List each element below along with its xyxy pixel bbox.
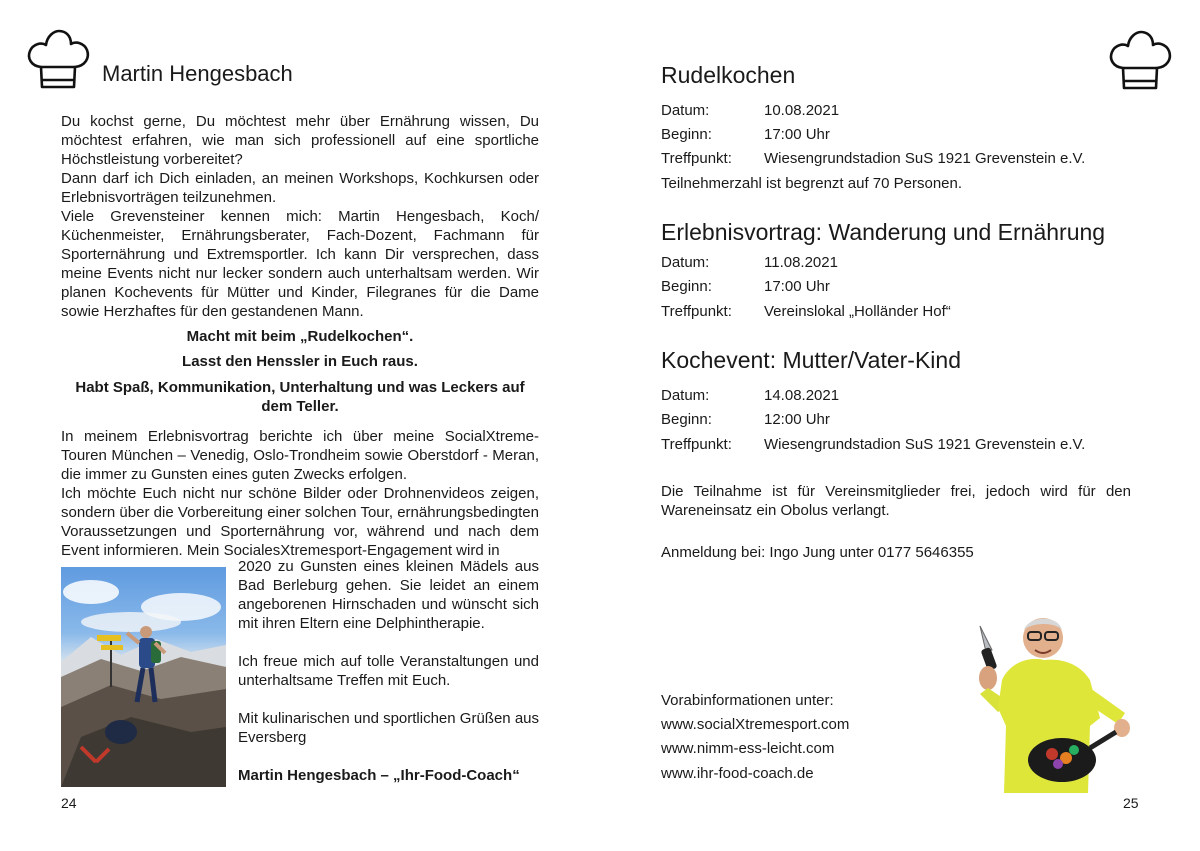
- greeting-paragraph: Mit kulinarischen und sportlichen Grüßen aus Eversberg: [238, 710, 539, 746]
- chef-hat-icon: [1107, 28, 1173, 92]
- event-row-label: Datum:: [661, 254, 710, 271]
- tour-paragraph: In meinem Erlebnisvortrag berichte ich über meine SocialXtreme-Touren München – Venedig, Oslo-Trondheim sowie Oberstdorf - Meran, die immer zu Gunsten eines guten Zwecks erfolgen.: [61, 428, 539, 483]
- page-number-left: 24: [61, 795, 77, 811]
- event-row-meeting-point: [661, 435, 1085, 454]
- event-row-value: 12:00 Uhr: [764, 411, 830, 428]
- event-row-label: Beginn:: [661, 411, 712, 428]
- event-row-label: Beginn:: [661, 126, 712, 143]
- event-row-value: 17:00 Uhr: [764, 126, 830, 143]
- event-row-label: Datum:: [661, 102, 710, 119]
- event-row-meeting-point: [661, 302, 951, 321]
- event-title-erlebnisvortrag: Erlebnisvortrag: Wanderung und Ernährung: [661, 219, 1106, 245]
- event-row-label: Beginn:: [661, 278, 712, 295]
- slogan-rudelkochen: Macht mit beim „Rudelkochen“.: [186, 328, 414, 345]
- event-title-kochevent: Kochevent: Mutter/Vater-Kind: [661, 347, 961, 373]
- slogan-henssler: Lasst den Henssler in Euch raus.: [182, 353, 418, 370]
- registration-note: Anmeldung bei: Ingo Jung unter 0177 5646355: [661, 544, 974, 561]
- event-row-label: Treffpunkt:: [661, 303, 732, 320]
- page-number-right: 25: [1123, 795, 1139, 811]
- event-row-label: Treffpunkt:: [661, 150, 732, 167]
- event-row-meeting-point: [661, 149, 1085, 168]
- participation-note: Die Teilnahme ist für Vereinsmitglieder frei, jedoch wird für den Wareneinsatz ein Obolus verlangt.: [661, 483, 1131, 519]
- link-ihr-food-coach[interactable]: www.ihr-food-coach.de: [661, 765, 814, 782]
- slogan-spass: Habt Spaß, Kommunikation, Unterhaltung und was Leckers auf dem Teller.: [75, 379, 525, 415]
- chef-hat-icon: [25, 27, 91, 91]
- author-title: Martin Hengesbach: [102, 61, 293, 86]
- event-row-value: 10.08.2021: [764, 102, 840, 119]
- event-row-value: 11.08.2021: [764, 254, 838, 271]
- invite-paragraph: Dann darf ich Dich einladen, an meinen Workshops, Kochkursen oder Erlebnisvorträgen teilzunehmen.: [61, 170, 539, 206]
- chef-with-knife-and-pan-photo: [940, 608, 1155, 793]
- event-row-date: [661, 386, 839, 405]
- info-heading: Vorabinformationen unter:: [661, 692, 834, 709]
- event-row-label: Treffpunkt:: [661, 436, 732, 453]
- mountain-summit-photo: [61, 567, 226, 787]
- link-socialxtremesport[interactable]: www.socialXtremesport.com: [661, 716, 850, 733]
- event-row-start: [661, 125, 830, 144]
- event-row-value: 17:00 Uhr: [764, 278, 830, 295]
- charity-paragraph: 2020 zu Gunsten eines kleinen Mädels aus Bad Berleburg gehen. Sie leidet an einem angeborenen Hirnschaden und wünscht sich mit ihren Eltern eine Delphintherapie.: [238, 558, 539, 632]
- event-row-start: [661, 277, 830, 296]
- event-row-date: [661, 253, 838, 272]
- link-nimm-ess-leicht[interactable]: www.nimm-ess-leicht.com: [661, 740, 835, 757]
- event-row-date: [661, 101, 839, 120]
- event-row-value: Wiesengrundstadion SuS 1921 Grevenstein e.V.: [764, 436, 1086, 453]
- event-row-start: [661, 410, 830, 429]
- event-row-label: Datum:: [661, 387, 710, 404]
- signature: Martin Hengesbach – „Ihr-Food-Coach“: [238, 767, 520, 784]
- show-paragraph: Ich möchte Euch nicht nur schöne Bilder oder Drohnenvideos zeigen, sondern über die Vorbereitung einer solchen Tour, ernährungsbedingten Voraussetzungen und Sporternährung vor, während und nach dem Event informieren. Mein SocialesXtremesport-Engagement wird in: [61, 485, 539, 559]
- intro-paragraph: Du kochst gerne, Du möchtest mehr über Ernährung wissen, Du möchtest erfahren, wie man sich professionell auf eine sportliche Höchstleistung vorbereitet?: [61, 113, 539, 168]
- event-row-value: 14.08.2021: [764, 387, 840, 404]
- closing-paragraph: Ich freue mich auf tolle Veranstaltungen und unterhaltsame Treffen mit Euch.: [238, 653, 539, 689]
- event-row-value: Wiesengrundstadion SuS 1921 Grevenstein e.V.: [764, 150, 1086, 167]
- about-paragraph: Viele Grevensteiner kennen mich: Martin Hengesbach, Koch/ Küchenmeister, Ernährungsberater, Fach-Dozent, Fachmann für Sporternährung und Extremsportler. Ich kann Dir versprechen, dass meine Events nicht nur lecker sondern auch unterhaltsam werden. Wir planen Kochevents für Mütter und Kinder, Filegranes für die Dame sowie Herzhaftes für den gestandenen Mann.: [61, 208, 539, 320]
- participant-limit-note: Teilnehmerzahl ist begrenzt auf 70 Personen.: [661, 175, 963, 192]
- event-row-value: Vereinslokal „Holländer Hof“: [764, 303, 951, 320]
- event-title-rudelkochen: Rudelkochen: [661, 62, 796, 88]
- right-page: [600, 0, 1200, 851]
